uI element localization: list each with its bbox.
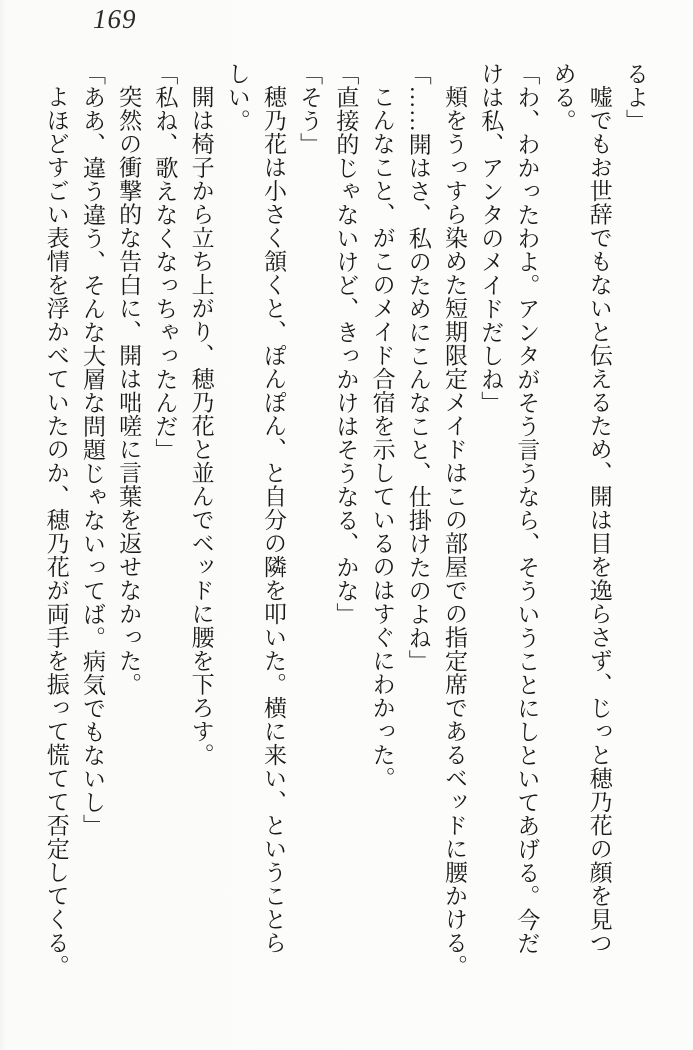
text-line: 嘘でもお世辞でもないと伝えるため、開は目を逸らさず、じっと穂乃花の顔を見つ <box>586 85 612 955</box>
text-line: 「私ね、歌えなくなっちゃったんだ」 <box>152 62 178 462</box>
text-line: 「直接的じゃないけど、きっかけはそうなる、かな」 <box>333 62 359 626</box>
page-number: 169 <box>93 4 137 34</box>
text-line: 穂乃花は小さく頷くと、ぽんぽん、と自分の隣を叩いた。横に来い、ということら <box>260 85 286 955</box>
text-line: 「……開はさ、私のためにこんなこと、仕掛けたのよね」 <box>405 62 431 673</box>
text-line: るよ」 <box>623 62 648 133</box>
text-line: 「そう」 <box>297 62 323 156</box>
text-line: 開は椅子から立ち上がり、穂乃花と並んでベッドに腰を下ろす。 <box>188 85 214 767</box>
text-line: める。 <box>550 62 576 133</box>
text-line: しい。 <box>224 62 250 133</box>
text-line: 頬をうっすら染めた短期限定メイドはこの部屋での指定席であるベッドに腰かける。 <box>441 85 467 978</box>
text-line: 「わ、わかったわよ。アンタがそう言うなら、そういうことにしといてあげる。今だ <box>514 62 540 955</box>
text-line: 突然の衝撃的な告白に、開は咄嗟に言葉を返せなかった。 <box>116 85 142 696</box>
vertical-text-block <box>37 62 653 1002</box>
text-line: けは私、アンタのメイドだしね」 <box>478 62 504 415</box>
text-line: こんなこと、がこのメイド合宿を示しているのはすぐにわかった。 <box>369 85 395 790</box>
text-line: よほどすごい表情を浮かべていたのか、穂乃花が両手を振って慌てて否定してくる。 <box>43 85 69 978</box>
text-line: 「ああ、違う違う、そんな大層な問題じゃないってば。病気でもないし」 <box>79 62 105 838</box>
